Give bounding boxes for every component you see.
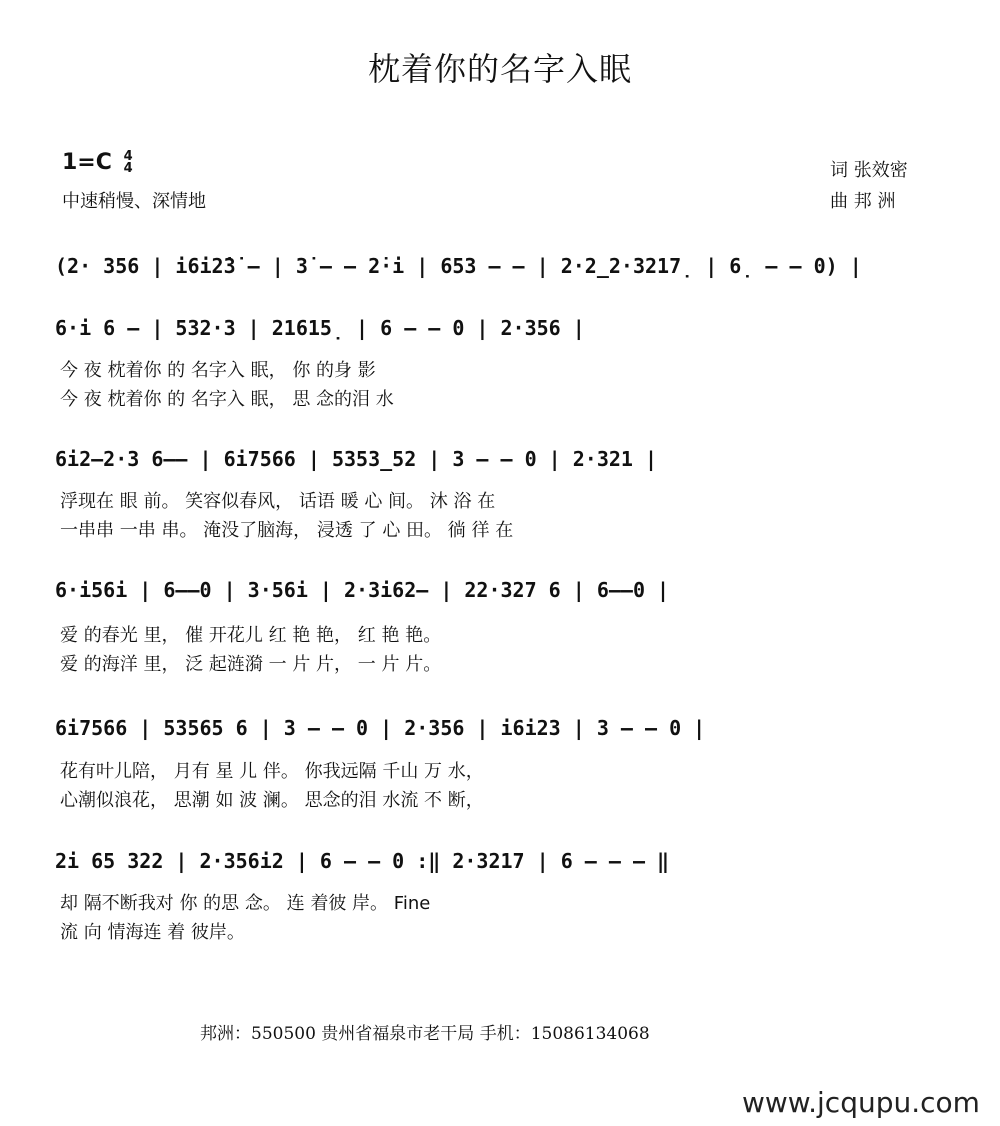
time-bottom: 4 — [123, 161, 133, 176]
lyric-line-2b: 今 夜 枕着你 的 名字入 眠， 思 念的泪 水 — [60, 389, 394, 410]
lyric-line-5a: 花有叶儿陪， 月有 星 儿 伴。 你我远隔 千山 万 水， — [60, 761, 484, 782]
lyric-line-6b: 流 向 情海连 着 彼岸。 — [60, 922, 245, 943]
key-label: 1=C — [62, 150, 112, 175]
contact-footer: 邦洲：550500 贵州省福泉市老干局 手机：15086134068 — [200, 1024, 650, 1044]
score-line-6: 2i 65 322 | 2·356i2 | 6 — — 0 :‖ 2·3217 | 6 — — — ‖ — [55, 849, 670, 873]
song-title: 枕着你的名字入眠 — [367, 50, 632, 88]
tempo-marking: 中速稍慢、深情地 — [62, 191, 206, 212]
score-line-2: 6·i 6 — | 532·3 | 21615̣ | 6 — — 0 | 2·356 | — [55, 316, 585, 340]
time-top: 4 — [123, 149, 133, 164]
lyric-line-5b: 心潮似浪花， 思潮 如 波 澜。 思念的泪 水流 不 断， — [60, 790, 484, 811]
lyricist-credit: 词 张效密 — [830, 160, 908, 181]
lyric-line-4a: 爱 的春光 里， 催 开花儿 红 艳 艳， 红 艳 艳。 — [60, 625, 442, 646]
lyric-line-4b: 爱 的海洋 里， 泛 起涟漪 一 片 片， 一 片 片。 — [60, 654, 442, 675]
key-signature — [62, 150, 133, 175]
lyric-line-3b: 一串串 一串 串。 淹没了脑海， 浸透 了 心 田。 徜 徉 在 — [60, 520, 514, 541]
lyric-line-2a: 今 夜 枕着你 的 名字入 眠， 你 的身 影 — [60, 360, 376, 381]
score-line-4: 6·i56i | 6——0 | 3·56i | 2·3i62— | 22·327 6 | 6——0 | — [55, 578, 670, 602]
time-signature — [124, 151, 133, 175]
score-line-1: (2· 356 | i6i2̇3̇ — | 3̇ — — 2̇·i | 653 — — | 2·2̲2·3217̣ | 6̣ — — 0) | — [55, 254, 862, 278]
composer-credit: 曲 邦 洲 — [830, 191, 896, 212]
lyric-line-6a: 却 隔不断我对 你 的思 念。 连 着彼 岸。 Fine — [60, 893, 431, 914]
lyric-line-3a: 浮现在 眼 前。 笑容似春风， 话语 暖 心 间。 沐 浴 在 — [60, 491, 496, 512]
site-watermark: www.jcqupu.com — [742, 1086, 980, 1119]
score-line-5: 6i7566 | 53565 6 | 3 — — 0 | 2·356 | i6i23 | 3 — — 0 | — [55, 716, 706, 740]
score-line-3: 6i2—2·3 6—— | 6i7566 | 5353̲52 | 3 — — 0 | 2·321 | — [55, 447, 658, 471]
